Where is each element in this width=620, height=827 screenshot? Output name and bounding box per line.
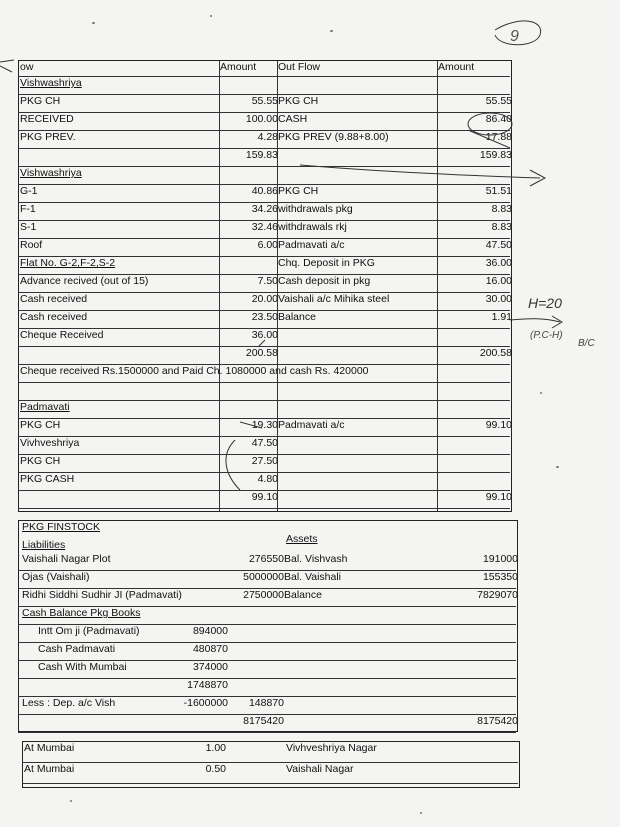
table-cell: 17.88	[485, 131, 512, 143]
table-cell: Ojas (Vaishali)	[22, 571, 90, 583]
table-cell: 23.50	[251, 311, 278, 323]
table-cell: Roof	[20, 239, 43, 251]
table-cell: CASH	[278, 113, 308, 125]
table-cell: Chq. Deposit in PKG	[278, 257, 375, 269]
table-cell: Padmavati a/c	[278, 419, 345, 431]
column-header: Out Flow	[278, 61, 321, 73]
table-cell: At Mumbai	[24, 742, 75, 754]
table-cell: Intt Om ji (Padmavati)	[38, 625, 140, 637]
table-cell: 7829070	[477, 589, 518, 601]
table-cell: Vishwashriya	[20, 167, 82, 179]
table-cell: 55.55	[251, 95, 278, 107]
table-cell: 159.83	[479, 149, 512, 161]
table-cell: Flat No. G-2,F-2,S-2	[20, 257, 116, 269]
table-cell: 276550	[248, 553, 284, 565]
table-cell: PKG CH	[20, 419, 61, 431]
table-cell: 99.10	[251, 491, 278, 503]
table-cell: 99.10	[485, 491, 512, 503]
table-cell: Ridhi Siddhi Sudhir JI (Padmavati)	[22, 589, 182, 601]
assets-label: Assets	[286, 533, 318, 545]
table-cell: Advance recived (out of 15)	[20, 275, 149, 287]
margin-note-1: H=20	[528, 295, 562, 311]
column-header: Amount	[220, 61, 257, 73]
table-cell: 8175420	[477, 715, 518, 727]
table-cell: At Mumbai	[24, 763, 75, 775]
table-cell: 19.30	[251, 419, 278, 431]
table-cell: Vivhveshriya Nagar	[286, 742, 377, 754]
table-cell: Balance	[284, 589, 322, 601]
table-cell: 1.91	[491, 311, 512, 323]
table-cell: 30.00	[485, 293, 512, 305]
table-cell: Bal. Vishvash	[284, 553, 348, 565]
table-cell: Cheque received Rs.1500000 and Paid Ch. 1080000 and cash Rs. 420000	[20, 365, 369, 377]
table-cell: withdrawals pkg	[278, 203, 353, 215]
table-cell: Cash Balance Pkg Books	[22, 607, 141, 619]
table-cell: 155350	[482, 571, 518, 583]
table-cell: PKG PREV (9.88+8.00)	[278, 131, 389, 143]
table-cell: 6.00	[257, 239, 278, 251]
table-cell: Vaishali a/c Mihika steel	[278, 293, 390, 305]
table-cell: 8.83	[491, 221, 512, 233]
table-cell: 20.00	[251, 293, 278, 305]
table-cell: RECEIVED	[20, 113, 74, 125]
table-cell: 36.00	[485, 257, 512, 269]
table-cell: Padmavati	[20, 401, 70, 413]
table-cell: 16.00	[485, 275, 512, 287]
page-number-mark: 9	[510, 28, 519, 45]
table-cell: PKG CH	[20, 455, 61, 467]
table-cell: 34.26	[251, 203, 278, 215]
table-cell: S-1	[20, 221, 37, 233]
table-cell: 27.50	[251, 455, 278, 467]
table-cell: Cash With Mumbai	[38, 661, 127, 673]
table-cell: 7.50	[257, 275, 278, 287]
table-cell: 2750000	[243, 589, 284, 601]
table-cell: Cash received	[20, 311, 88, 323]
table-cell: PKG CASH	[20, 473, 75, 485]
table-cell: 5000000	[243, 571, 284, 583]
table-cell: Vishwashriya	[20, 77, 82, 89]
table-cell: -1600000	[183, 697, 228, 709]
table-cell: 1.00	[205, 742, 226, 754]
table-cell: Cash Padmavati	[38, 643, 116, 655]
table-cell: 8175420	[243, 715, 284, 727]
table-cell: 47.50	[251, 437, 278, 449]
margin-note-2: (P.C-H)	[530, 330, 563, 341]
table-cell: 200.58	[245, 347, 278, 359]
table-cell: Padmavati a/c	[278, 239, 345, 251]
table-cell: 480870	[192, 643, 228, 655]
table-cell: 32.46	[251, 221, 278, 233]
table-cell: PKG CH	[278, 95, 319, 107]
table-cell: Vaishali Nagar Plot	[22, 553, 111, 565]
table-cell: Cheque Received	[20, 329, 104, 341]
table-cell: Cash deposit in pkg	[278, 275, 371, 287]
table-cell: 200.58	[479, 347, 512, 359]
liabilities-label: Liabilities	[22, 539, 66, 551]
table-cell: 4.28	[257, 131, 278, 143]
table-cell: 191000	[482, 553, 518, 565]
table-cell: 159.83	[245, 149, 278, 161]
table-cell: Balance	[278, 311, 316, 323]
finstock-title: PKG FINSTOCK	[22, 521, 100, 533]
table-cell: 99.10	[485, 419, 512, 431]
table-cell: 51.51	[485, 185, 512, 197]
table-cell: 86.40	[485, 113, 512, 125]
table-cell: 40.86	[251, 185, 278, 197]
table-cell: 47.50	[485, 239, 512, 251]
table-cell: Bal. Vaishali	[284, 571, 342, 583]
table-cell: PKG CH	[278, 185, 319, 197]
table-cell: 36.00	[251, 329, 278, 341]
table-cell: Vaishali Nagar	[286, 763, 354, 775]
table-cell: Cash received	[20, 293, 88, 305]
table-cell: 4.80	[257, 473, 278, 485]
table-cell: 100.00	[245, 113, 278, 125]
table-cell: 1748870	[187, 679, 228, 691]
table-cell: withdrawals rkj	[278, 221, 347, 233]
column-header: ow	[20, 61, 34, 73]
table-cell: G-1	[20, 185, 38, 197]
table-cell: 55.55	[485, 95, 512, 107]
table-cell: F-1	[20, 203, 36, 215]
table-cell: Vivhveshriya	[20, 437, 80, 449]
table-cell: PKG CH	[20, 95, 61, 107]
margin-note-3: B/C	[578, 338, 595, 349]
table-cell: 894000	[192, 625, 228, 637]
table-cell: Less : Dep. a/c Vish	[22, 697, 116, 709]
table-cell: PKG PREV.	[20, 131, 76, 143]
table-cell: 8.83	[491, 203, 512, 215]
table-cell: 148870	[248, 697, 284, 709]
table-cell: 0.50	[205, 763, 226, 775]
table-cell: 374000	[192, 661, 228, 673]
column-header: Amount	[438, 61, 475, 73]
